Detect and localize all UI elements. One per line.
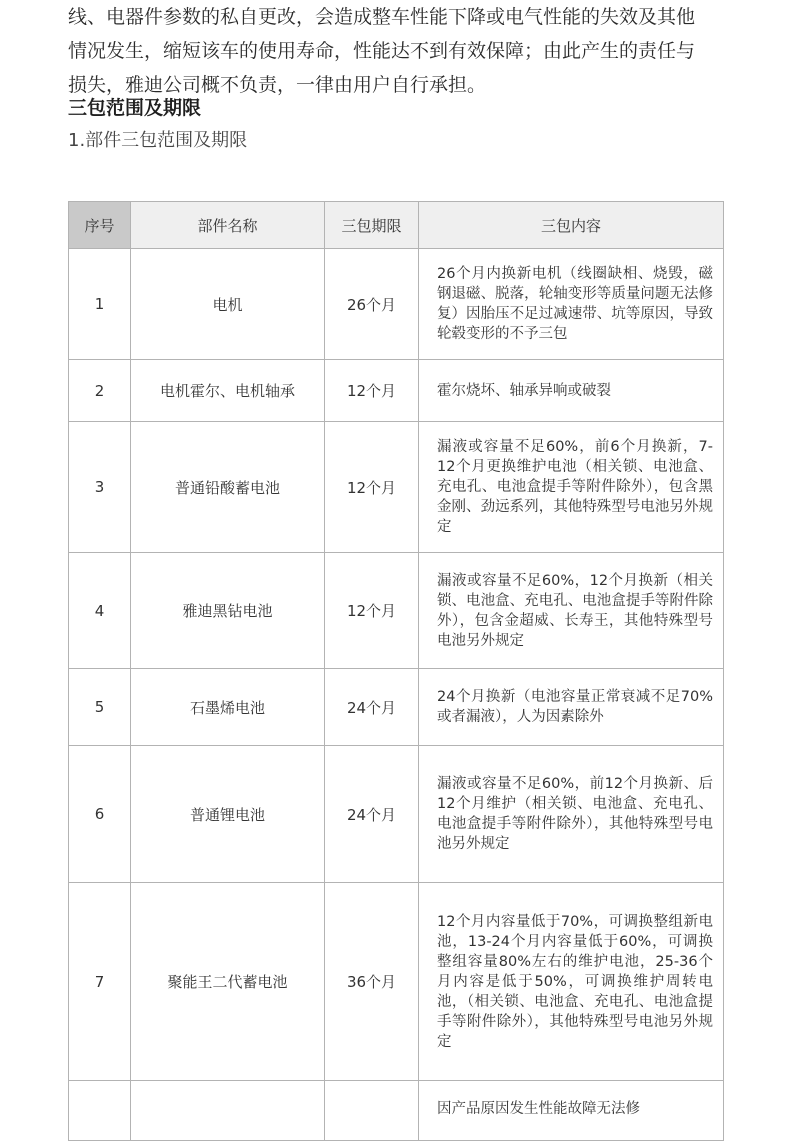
row-period: 12个月 [325,553,419,669]
subsection-title: 1.部件三包范围及期限 [68,130,248,151]
row-no: 1 [69,249,131,360]
table-row [69,746,724,883]
table-row [69,883,724,1081]
row-no: 4 [69,553,131,669]
row-period: 12个月 [325,422,419,553]
row-part-name [131,1081,325,1141]
row-part-name: 电机 [131,249,325,360]
row-content: 因产品原因发生性能故障无法修 [419,1081,724,1141]
row-content: 霍尔烧坏、轴承异响或破裂 [419,360,724,422]
row-part-name: 电机霍尔、电机轴承 [131,360,325,422]
intro-line: 情况发生，缩短该车的使用寿命，性能达不到有效保障；由此产生的责任与 [68,40,696,62]
table-header-row [69,202,724,249]
row-no: 5 [69,669,131,746]
row-period: 24个月 [325,669,419,746]
row-no: 2 [69,360,131,422]
header-part-name: 部件名称 [131,202,325,249]
intro-paragraph [68,0,748,102]
table-row [69,360,724,422]
row-period: 24个月 [325,746,419,883]
row-content: 漏液或容量不足60%，前6个月换新，7-12个月更换维护电池（相关锁、电池盒、充电孔、电池盒提手等附件除外），包含黑金刚、劲远系列，其他特殊型号电池另外规定 [419,422,724,553]
row-no: 6 [69,746,131,883]
row-part-name: 普通铅酸蓄电池 [131,422,325,553]
row-part-name: 普通锂电池 [131,746,325,883]
row-part-name: 雅迪黑钻电池 [131,553,325,669]
table-row [69,553,724,669]
row-period [325,1081,419,1141]
row-part-name: 石墨烯电池 [131,669,325,746]
row-content: 26个月内换新电机（线圈缺相、烧毁，磁钢退磁、脱落，轮轴变形等质量问题无法修复）因胎压不足过减速带、坑等原因，导致轮毂变形的不予三包 [419,249,724,360]
header-no: 序号 [69,202,131,249]
header-period: 三包期限 [325,202,419,249]
row-period: 36个月 [325,883,419,1081]
row-period: 12个月 [325,360,419,422]
row-period: 26个月 [325,249,419,360]
section-title: 三包范围及期限 [68,97,202,119]
intro-line: 损失，雅迪公司概不负责，一律由用户自行承担。 [68,74,487,96]
row-content: 漏液或容量不足60%，前12个月换新、后12个月维护（相关锁、电池盒、充电孔、电池盒提手等附件除外），其他特殊型号电池另外规定 [419,746,724,883]
table-row [69,422,724,553]
row-content: 12个月内容量低于70%，可调换整组新电池，13-24个月内容量低于60%，可调换整组容量80%左右的维护电池，25-36个月内容是低于50%，可调换维护周转电池，（相关锁、电池盒、充电孔、电池盒提手等附件除外），其他特殊型号电池另外规定 [419,883,724,1081]
warranty-table [68,201,724,1141]
row-content: 24个月换新（电池容量正常衰减不足70%或者漏液），人为因素除外 [419,669,724,746]
row-no [69,1081,131,1141]
row-part-name: 聚能王二代蓄电池 [131,883,325,1081]
table-row [69,249,724,360]
row-no: 7 [69,883,131,1081]
table-row [69,1081,724,1141]
row-content: 漏液或容量不足60%，12个月换新（相关锁、电池盒、充电孔、电池盒提手等附件除外），包含金超威、长寿王，其他特殊型号电池另外规定 [419,553,724,669]
intro-line: 线、电器件参数的私自更改，会造成整车性能下降或电气性能的失效及其他 [68,6,696,28]
header-content: 三包内容 [419,202,724,249]
table-row [69,669,724,746]
row-no: 3 [69,422,131,553]
